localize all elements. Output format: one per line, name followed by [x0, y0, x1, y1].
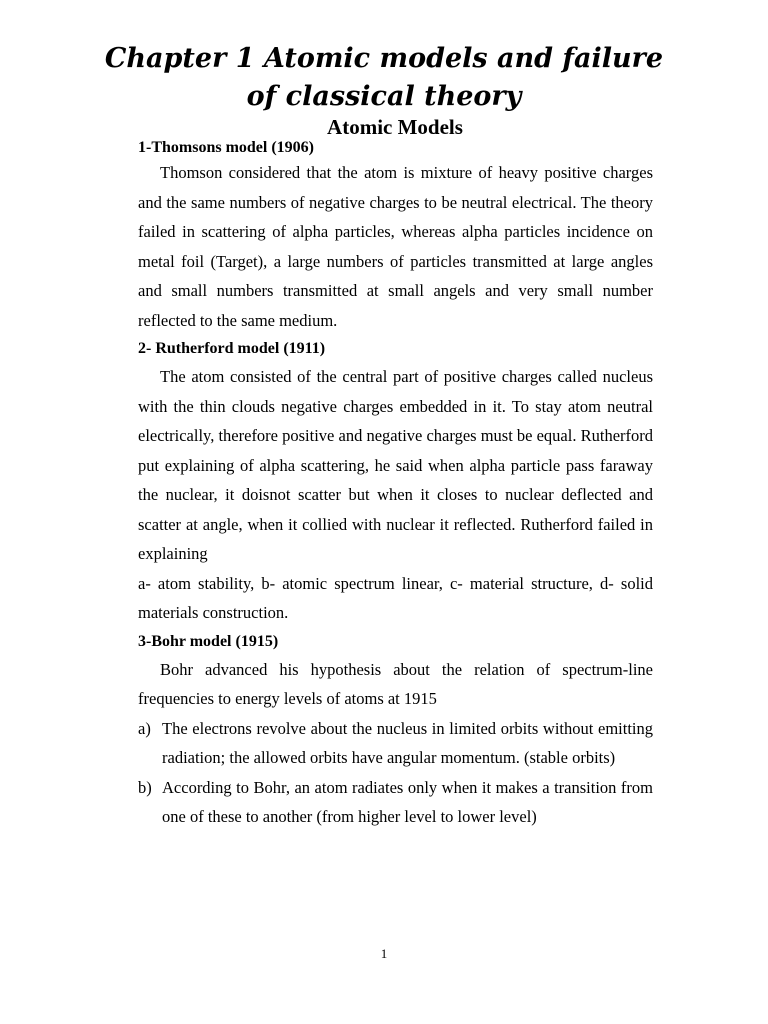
list-item — [138, 714, 653, 773]
thomson-heading: 1-Thomsons model (1906) — [138, 139, 315, 156]
rutherford-failures: a- atom stability, b- atomic spectrum linear, c- material structure, d- solid materials construction. — [138, 573, 653, 622]
bohr-paragraph: Bohr advanced his hypothesis about the relation of spectrum-line frequencies to energy levels of atoms at 1915 — [138, 659, 653, 708]
rutherford-paragraph: The atom consisted of the central part of positive charges called nucleus with the thin clouds negative charges embedded in it. To stay atom neutral electrically, therefore positive and negative charges must be equal. Rutherford put explaining of alpha scattering, he said when alpha particle pass faraway the nuclear, it doisnot scatter but when it closes to nuclear deflected and scatter at angle, when it collied with nuclear it reflected. Rutherford failed in explaining — [138, 367, 653, 563]
page-number: 1 — [380, 946, 388, 961]
list-item — [138, 773, 653, 832]
thomson-paragraph: Thomson considered that the atom is mixture of heavy positive charges and the same numbers of negative charges to be neutral electrical. The theory failed in scattering of alpha particles, whereas alpha particles incidence on metal foil (Target), a large numbers of particles transmitted at large angles and small numbers transmitted at small angels and very small number reflected to the same medium. — [138, 163, 653, 330]
bohr-heading: 3-Bohr model (1915) — [138, 632, 279, 650]
section-title: Atomic Models — [327, 115, 463, 139]
chapter-title: Chapter 1 Atomic models and failure of classical theory — [104, 43, 664, 112]
bohr-postulates-list — [138, 714, 653, 832]
list-marker: a) — [138, 718, 151, 738]
list-item-text: According to Bohr, an atom radiates only when it makes a transition from one of these to another (from higher level to lower level) — [162, 777, 653, 826]
document-body — [138, 138, 653, 832]
list-item-text: The electrons revolve about the nucleus in limited orbits without emitting radiation; the allowed orbits have angular momentum. (stable orbits) — [162, 718, 653, 767]
rutherford-heading: 2- Rutherford model (1911) — [138, 340, 326, 357]
list-marker: b) — [138, 777, 152, 797]
